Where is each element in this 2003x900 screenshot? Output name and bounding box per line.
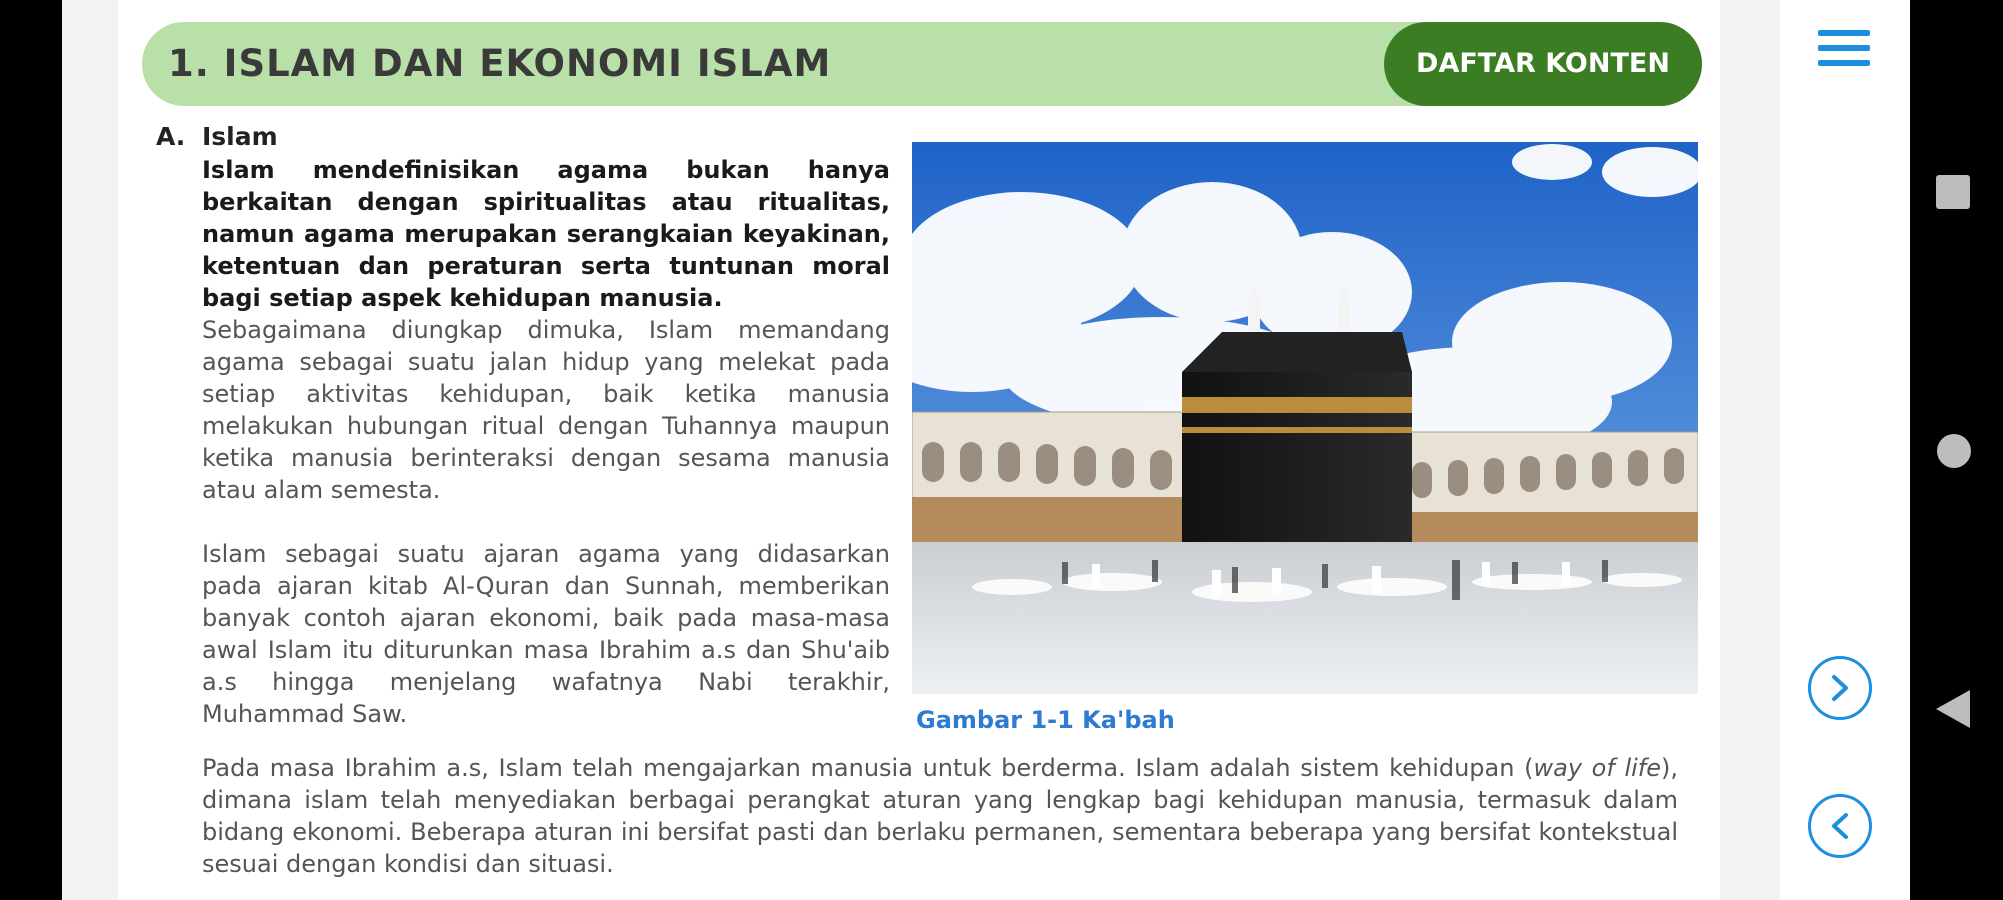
right-nav-panel	[1780, 0, 1910, 900]
chevron-right-icon	[1827, 673, 1853, 703]
hamburger-icon[interactable]	[1818, 30, 1870, 74]
body-paragraph-1: Sebagaimana diungkap dimuka, Islam memandang agama sebagai suatu jalan hidup yang melekat pada setiap aktivitas kehidupan, baik ketika manusia melakukan hubungan ritual dengan Tuhannya maupun ketika manusia berinteraksi dengan sesama manusia atau alam semesta.	[202, 316, 890, 504]
table-of-contents-button[interactable]: DAFTAR KONTEN	[1384, 22, 1702, 106]
chevron-left-icon	[1827, 811, 1853, 841]
paragraph-3-text-a: Pada masa Ibrahim a.s, Islam telah mengajarkan manusia untuk berderma. Islam adalah sistem kehidupan (	[202, 754, 1534, 782]
kaaba-photo	[912, 142, 1698, 694]
paragraph-3-text-b: ), dimana islam telah menyediakan berbagai perangkat aturan yang lengkap bagi kehidupan manusia, termasuk dalam bidang ekonomi. Beberapa aturan ini bersifat pasti dan berlaku permanen, sementara beberapa yang bersifat kontekstual sesuai dengan kondisi dan situasi.	[202, 754, 1679, 878]
chapter-title-bar	[142, 22, 1702, 106]
recents-square-icon[interactable]	[1936, 175, 1970, 209]
previous-page-button[interactable]	[1808, 794, 1872, 858]
section-heading: Islam	[202, 122, 278, 151]
home-circle-icon[interactable]	[1937, 434, 1971, 468]
figure-caption: Gambar 1-1 Ka'bah	[916, 706, 1175, 734]
back-triangle-icon[interactable]	[1936, 690, 1970, 728]
body-paragraph-2: Islam sebagai suatu ajaran agama yang didasarkan pada ajaran kitab Al-Quran dan Sunnah, memberikan banyak contoh ajaran ekonomi, baik pada masa-masa awal Islam itu diturunkan masa Ibrahim a.s dan Shu'aib a.s hingga menjelang wafatnya Nabi terakhir, Muhammad Saw.	[202, 540, 890, 728]
section-marker: A.	[156, 122, 186, 151]
body-paragraph-3	[202, 752, 1678, 880]
left-black-gutter	[0, 0, 62, 900]
chapter-title: 1. ISLAM DAN EKONOMI ISLAM	[168, 42, 832, 85]
next-page-button[interactable]	[1808, 656, 1872, 720]
bold-definition-paragraph: Islam mendefinisikan agama bukan hanya berkaitan dengan spiritualitas atau ritualitas, namun agama merupakan serangkaian keyakinan, ketentuan dan peraturan serta tuntunan moral bagi setiap aspek kehidupan manusia.	[202, 156, 890, 312]
paragraph-3-italic: way of life	[1533, 754, 1662, 782]
